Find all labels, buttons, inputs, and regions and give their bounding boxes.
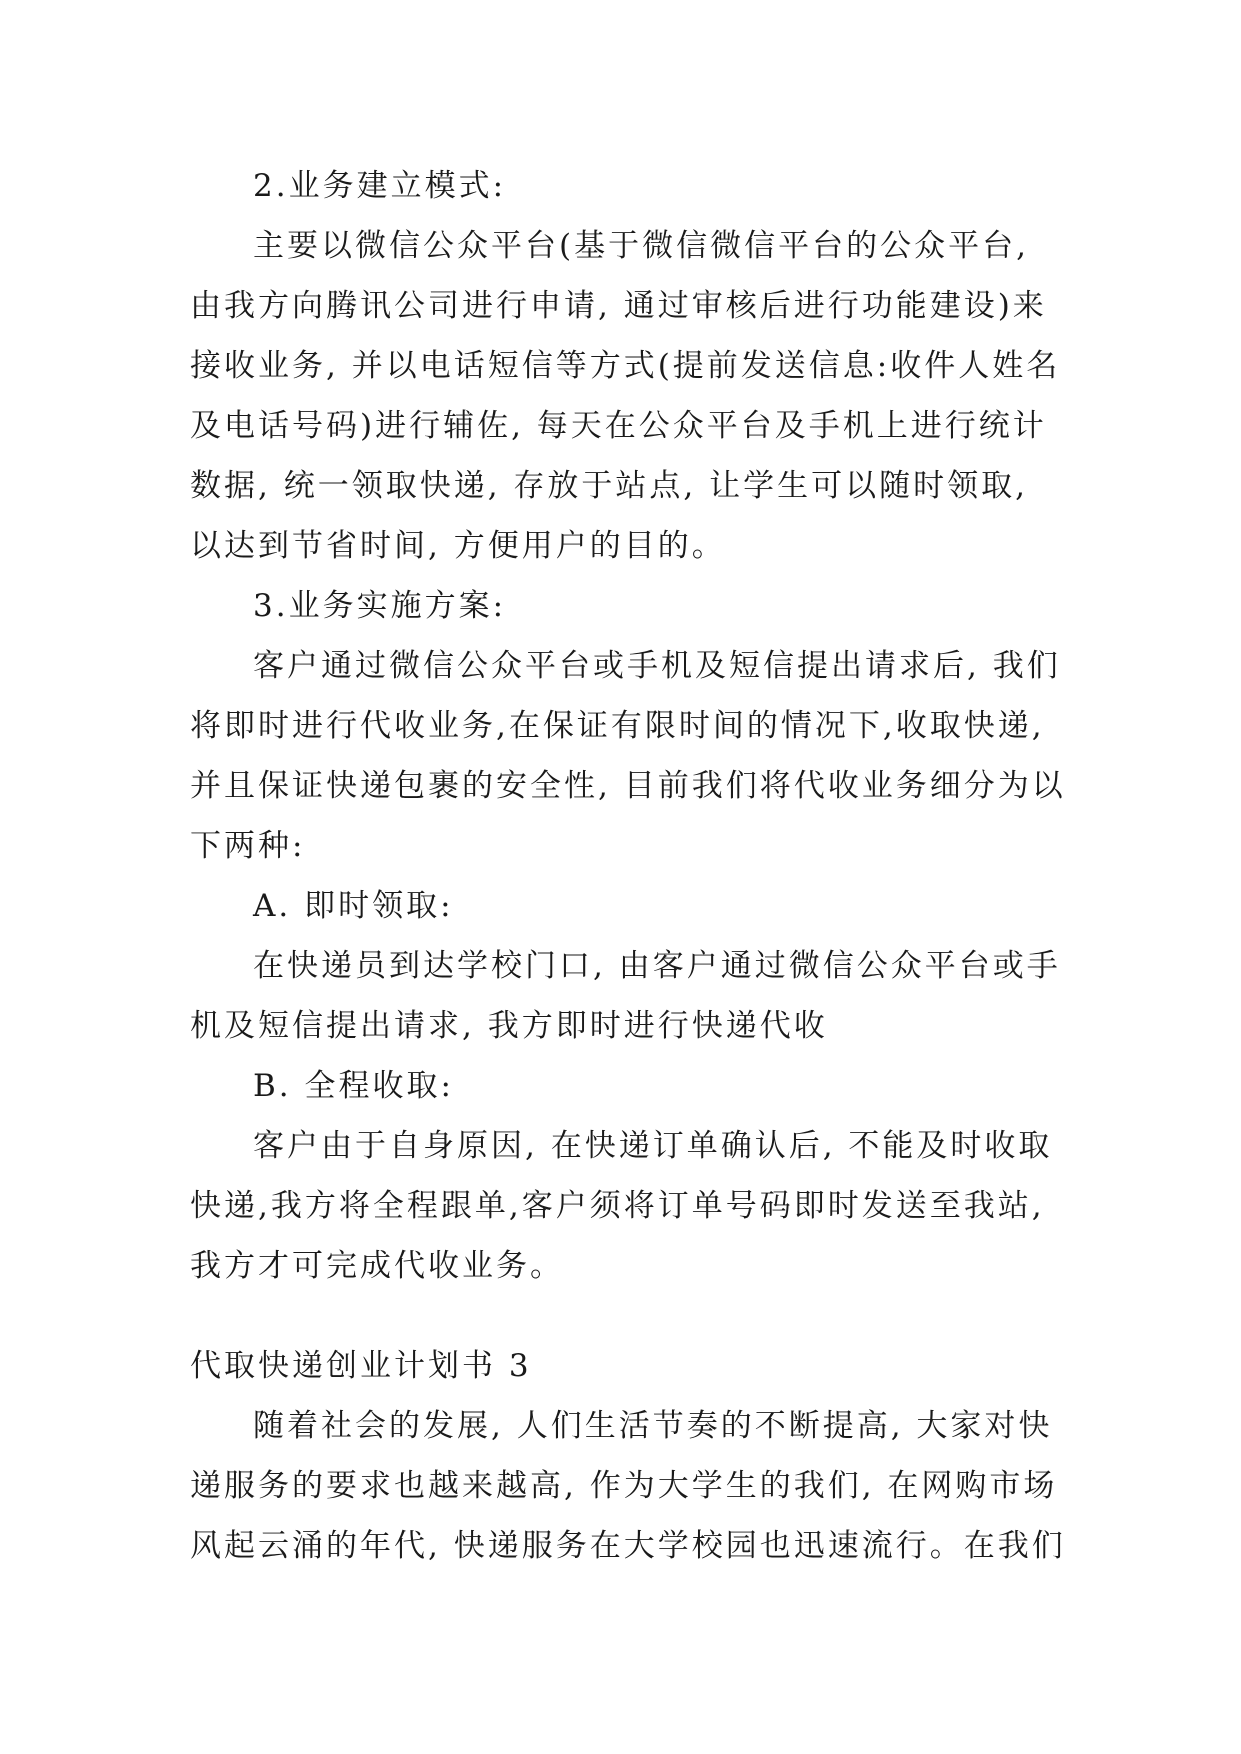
section-heading-2: 2.业务建立模式: — [253, 168, 507, 204]
paragraph-line: 客户由于自身原因, 在快递订单确认后, 不能及时收取 — [253, 1128, 1053, 1164]
paragraph-line: 及电话号码)进行辅佐, 每天在公众平台及手机上进行统计 — [190, 408, 1047, 444]
subheading-a: A. 即时领取: — [253, 888, 454, 924]
paragraph-line: 以达到节省时间, 方便用户的目的。 — [190, 528, 726, 564]
paragraph-line: 风起云涌的年代, 快递服务在大学校园也迅速流行。在我们 — [190, 1528, 1066, 1564]
paragraph-line: 递服务的要求也越来越高, 作为大学生的我们, 在网购市场 — [190, 1468, 1058, 1504]
paragraph-line: 下两种: — [190, 828, 306, 864]
paragraph-line: 快递,我方将全程跟单,客户须将订单号码即时发送至我站, — [190, 1188, 1045, 1224]
paragraph-line: 在快递员到达学校门口, 由客户通过微信公众平台或手 — [253, 948, 1061, 984]
paragraph-line: 随着社会的发展, 人们生活节奏的不断提高, 大家对快 — [253, 1408, 1053, 1444]
subheading-b: B. 全程收取: — [253, 1068, 454, 1104]
paragraph-line: 我方才可完成代收业务。 — [190, 1248, 564, 1284]
paragraph-line: 由我方向腾讯公司进行申请, 通过审核后进行功能建设)来 — [190, 288, 1047, 324]
paragraph-line: 并且保证快递包裹的安全性, 目前我们将代收业务细分为以 — [190, 768, 1066, 804]
paragraph-line: 机及短信提出请求, 我方即时进行快递代收 — [190, 1008, 828, 1044]
paragraph-line: 主要以微信公众平台(基于微信微信平台的公众平台, — [253, 228, 1029, 264]
paragraph-line: 接收业务, 并以电话短信等方式(提前发送信息:收件人姓名 — [190, 348, 1061, 384]
paragraph-line: 将即时进行代收业务,在保证有限时间的情况下,收取快递, — [190, 708, 1045, 744]
section-heading-3: 3.业务实施方案: — [253, 588, 507, 624]
document-title: 代取快递创业计划书 3 — [190, 1348, 532, 1384]
paragraph-line: 客户通过微信公众平台或手机及短信提出请求后, 我们 — [253, 648, 1061, 684]
paragraph-line: 数据, 统一领取快递, 存放于站点, 让学生可以随时领取, — [190, 468, 1028, 504]
